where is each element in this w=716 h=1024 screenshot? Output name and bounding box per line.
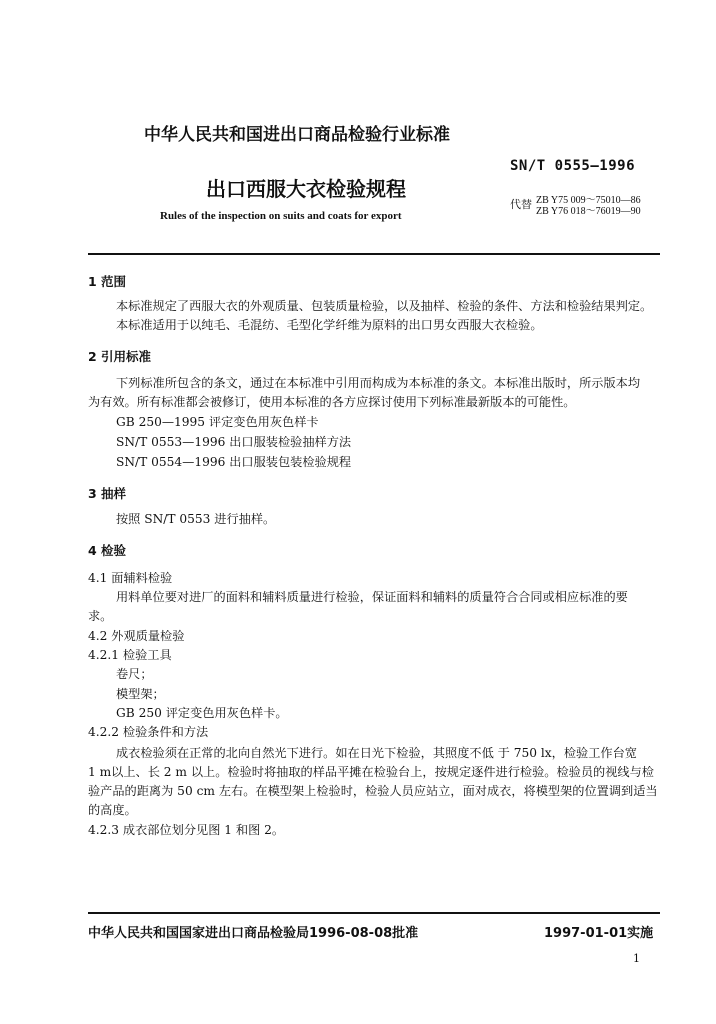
document-title-cn: 出口西服大衣检验规程 (206, 177, 406, 201)
bottom-rule (88, 912, 660, 914)
section-2-para-line-2: 为有效。所有标准都会被修订，使用本标准的各方应探讨使用下列标准最新版本的可能性。 (88, 395, 576, 409)
section-1-heading: 1 范围 (88, 274, 127, 289)
top-rule (88, 253, 660, 255)
reference-standard-3: SN/T 0554—1996 出口服装包装检验规程 (116, 455, 352, 469)
section-2-para-line-1: 下列标准所包含的条文，通过在本标准中引用而构成为本标准的条文。本标准出版时，所示版本均 (116, 376, 641, 390)
section-4-2-heading: 4.2 外观质量检验 (88, 629, 185, 643)
section-3-para: 按照 SN/T 0553 进行抽样。 (116, 512, 276, 526)
inspection-tool-2: 模型架； (116, 687, 165, 701)
section-4-2-2-heading: 4.2.2 检验条件和方法 (88, 725, 209, 739)
section-2-heading: 2 引用标准 (88, 349, 152, 364)
replaces-item-1: ZB Y75 009～75010—86 (536, 195, 641, 206)
inspection-tool-1: 卷尺； (116, 667, 153, 681)
reference-standard-2: SN/T 0553—1996 出口服装检验抽样方法 (116, 435, 352, 449)
industry-standard-header: 中华人民共和国进出口商品检验行业标准 (144, 125, 450, 145)
approval-info: 中华人民共和国国家进出口商品检验局1996-08-08批准 (88, 926, 419, 941)
replaces-label: 代替 (510, 198, 532, 211)
section-4-1-heading: 4.1 面辅料检验 (88, 571, 173, 585)
document-title-en: Rules of the inspection on suits and coats for export (160, 210, 402, 222)
section-4-heading: 4 检验 (88, 543, 127, 558)
section-4-2-2-para-line-1: 成衣检验须在正常的北向自然光下进行。如在日光下检验，其照度不低 于 750 lx，检验工作台宽 (116, 746, 637, 760)
section-4-2-2-para-line-2: 1 m以上、长 2 m 以上。检验时将抽取的样品平摊在检验台上，按规定逐件进行检验。检验员的视线与检 (88, 765, 654, 779)
standard-number: SN/T 0555—1996 (510, 158, 636, 174)
effective-date: 1997-01-01实施 (544, 926, 654, 941)
section-4-1-para-line-1: 用料单位要对进厂的面料和辅料质量进行检验，保证面料和辅料的质量符合合同或相应标准的要 (116, 590, 628, 604)
section-1-para-2: 本标准适用于以纯毛、毛混纺、毛型化学纤维为原料的出口男女西服大衣检验。 (116, 318, 543, 332)
reference-standard-1: GB 250—1995 评定变色用灰色样卡 (116, 415, 319, 429)
section-4-2-2-para-line-3: 验产品的距离为 50 cm 左右。在模型架上检验时，检验人员应站立，面对成衣，将模型架的位置调到适当 (88, 784, 658, 798)
section-4-2-3-heading: 4.2.3 成衣部位划分见图 1 和图 2。 (88, 823, 285, 837)
inspection-tool-3: GB 250 评定变色用灰色样卡。 (116, 706, 288, 720)
section-3-heading: 3 抽样 (88, 486, 127, 501)
section-1-para-1: 本标准规定了西服大衣的外观质量、包装质量检验，以及抽样、检验的条件、方法和检验结果判定。 (116, 299, 653, 313)
page-number: 1 (633, 952, 640, 965)
section-4-2-2-para-line-4: 的高度。 (88, 803, 137, 817)
replaces-item-2: ZB Y76 018～76019—90 (536, 206, 641, 217)
section-4-1-para-line-2: 求。 (88, 609, 113, 623)
section-4-2-1-heading: 4.2.1 检验工具 (88, 648, 172, 662)
